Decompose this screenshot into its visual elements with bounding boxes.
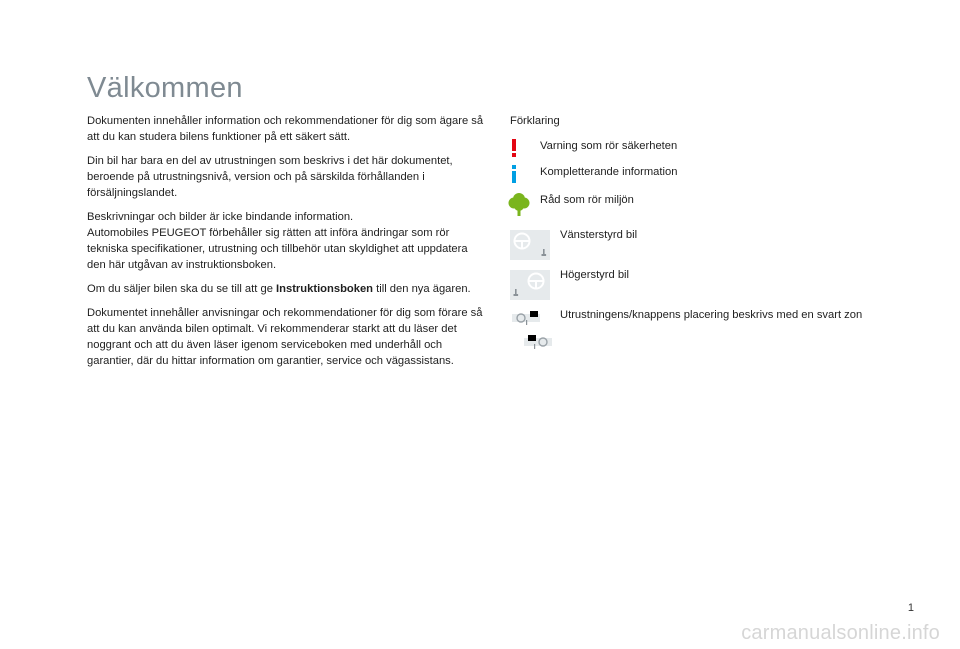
tree-environment-icon	[508, 193, 530, 222]
intro-paragraph-3	[87, 209, 487, 273]
page-number: 1	[907, 602, 914, 614]
left-hand-drive-icon	[510, 230, 550, 265]
instruction-book-emphasis: Instruktionsboken	[276, 283, 374, 295]
intro-paragraph-4-end: till den nya ägaren.	[373, 283, 471, 295]
intro-paragraph-2: Din bil har bara en del av utrustningen som beskrivs i det här dokumentet, beroende på utrustningsnivå, version och på särskilda förhållanden i försäljningslandet.	[87, 155, 453, 199]
intro-paragraph-1: Dokumenten innehåller information och rekommendationer för dig som ägare så att du kan studera bilens funktioner på ett säkert sätt.	[87, 115, 484, 143]
legend-label-environment: Råd som rör miljön	[540, 194, 634, 206]
intro-paragraph-3-line-1: Beskrivningar och bilder är icke bindande information.	[87, 211, 354, 223]
legend-label-additional-info: Kompletterande information	[540, 166, 678, 178]
legend-label-left-hand-drive: Vänsterstyrd bil	[560, 229, 638, 241]
legend-label-right-hand-drive: Högerstyrd bil	[560, 269, 630, 281]
legend-heading: Förklaring	[510, 115, 560, 127]
intro-paragraph-4	[87, 281, 487, 297]
watermark: carmanualsonline.info	[741, 622, 940, 644]
intro-paragraph-3-line-2: Automobiles PEUGEOT förbehåller sig rätten att införa ändringar som rör tekniska specifikationer, utrustning och tillbehör utan skyldighet att uppdatera den här utgåvan av instruktionsboken.	[87, 227, 468, 271]
warning-exclamation-icon	[510, 139, 518, 162]
intro-text	[87, 113, 487, 377]
info-i-icon	[510, 165, 518, 188]
equipment-location-icon	[510, 309, 556, 360]
page-title: Välkommen	[87, 72, 243, 104]
intro-paragraph-5: Dokumentet innehåller anvisningar och rekommendationer för dig som förare så att du kan använda bilen optimalt. Vi rekommenderar starkt att du läser det noggrant och att du även läser igenom serviceboken med underhåll och garantier, där du hittar information om garantier, service och vägassistans.	[87, 307, 483, 367]
legend-label-safety-warning: Varning som rör säkerheten	[540, 140, 678, 152]
legend-label-equipment-location: Utrustningens/knappens placering beskrivs med en svart zon	[560, 309, 863, 321]
intro-paragraph-4-start: Om du säljer bilen ska du se till att ge	[87, 283, 277, 295]
right-hand-drive-icon	[510, 270, 550, 305]
